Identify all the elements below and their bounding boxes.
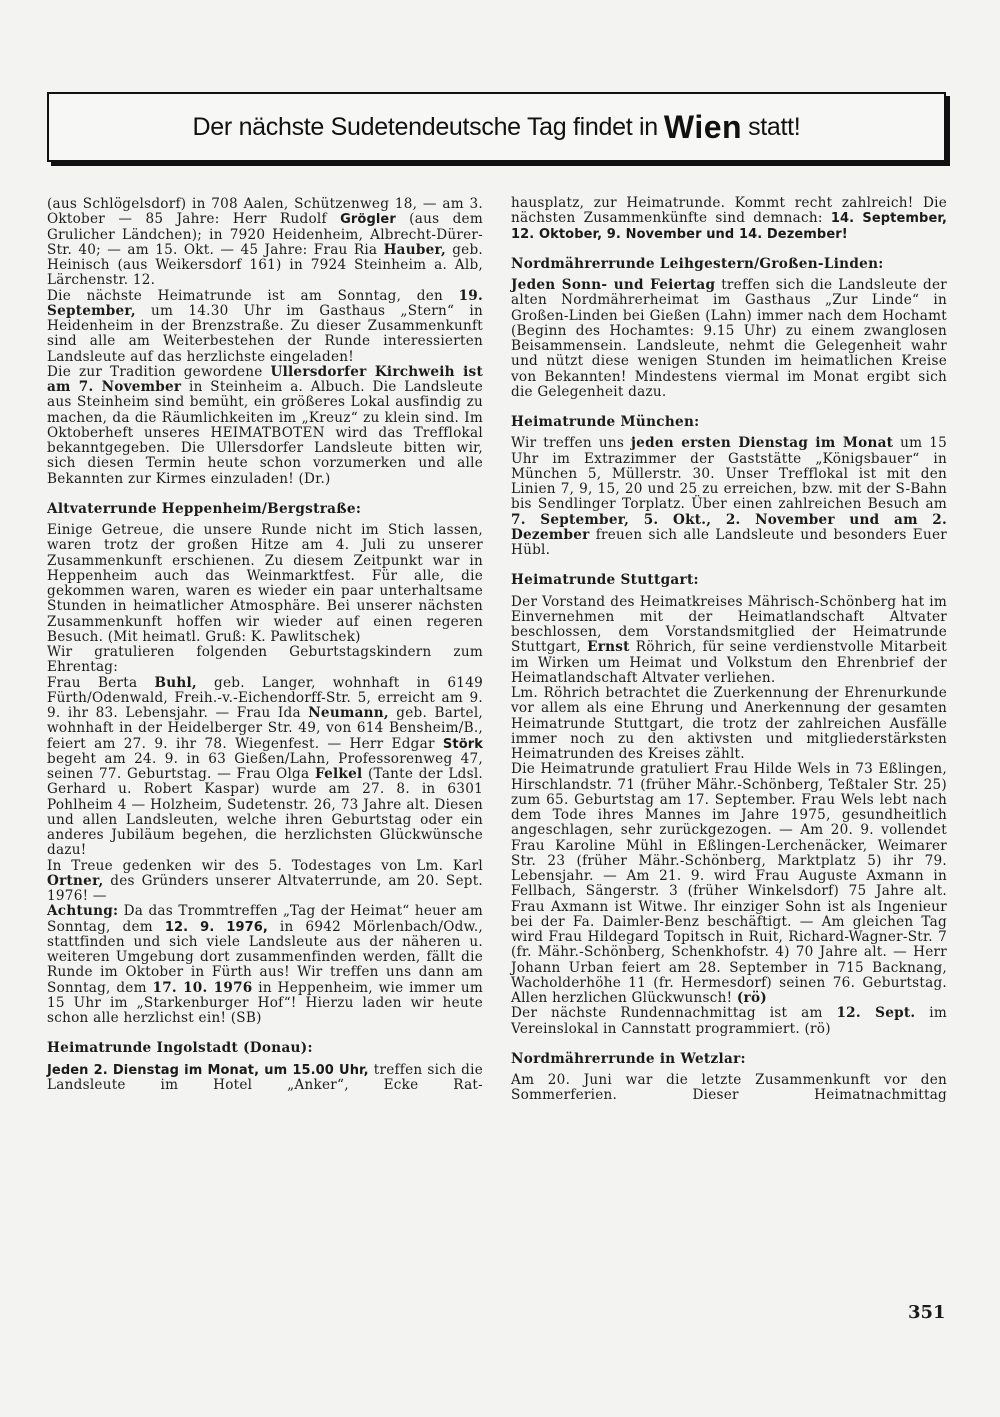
text: des Gründers unserer Altvaterrunde, am 20. Sept. 1976! —	[47, 872, 483, 904]
text: um 15 Uhr im Extrazimmer der Gaststätte „Königsbauer“ in München 5, Müllerstr. 30. Unser Trefflokal ist mit den Linien 7, 9, 15, 20 und 25 zu erreichen, bzw. mit der S-Bahn bis Sendlinger Torplatz. Über einen zahlreichen Besuch am	[511, 435, 947, 513]
bold-text: Achtung:	[47, 903, 119, 920]
text: Altvaterrunde Heppenheim/Bergstraße:	[47, 500, 362, 517]
text: in 6942 Mörlenbach/Odw., stattfinden und sich viele Landsleute aus der näheren u. weiteren Umgebung dort zusammenfinden werden, fällt die Runde im Oktober in Fürth aus! Wir treffen uns dann am Sonntag, dem	[47, 918, 483, 996]
text: In Treue gedenken wir des 5. Todestages von Lm. Karl	[47, 857, 483, 874]
bold-text: Jeden 2. Dienstag im Monat, um 15.00 Uhr,	[47, 1062, 369, 1078]
text: Röhrich, für seine verdienstvolle Mitarbeit im Wirken um Heimat und Volkstum den Ehrenbrief der Heimatlandschaft Altvater verliehen.	[511, 639, 947, 686]
section-heading	[511, 415, 947, 430]
paragraph	[47, 904, 483, 1026]
text: Heimatrunde Ingolstadt (Donau):	[47, 1040, 313, 1057]
text: treffen sich die Landsleute der alten Nordmährerheimat im Gasthaus „Zur Linde“ in Großen-Linden bei Gießen (Lahn) immer nach dem Hochamt (Beginn des Hochamtes: 9.15 Uhr) zu einem zwanglosen Beisammensein. Landsleute, nehmt die Gelegenheit wahr und nützt diese wenigen Stunden im heimatlichen Kreise von Bekannten! Mindestens viermal im Monat ergibt sich die Gelegenheit dazu.	[511, 277, 947, 400]
bold-text: Grögler	[340, 212, 396, 228]
page-number: 351	[908, 1302, 946, 1323]
bold-text: Felkel	[314, 766, 363, 782]
bold-text: Buhl,	[154, 674, 197, 691]
paragraph	[47, 289, 483, 365]
bold-text: 14. September, 12. Oktober, 9. November und 14. Dezember!	[511, 211, 947, 242]
bold-text: Ullersdorfer Kirchweih ist am 7. November	[47, 363, 483, 395]
bold-text: Hauber,	[383, 241, 446, 258]
paragraph	[511, 278, 947, 400]
paragraph	[511, 595, 947, 687]
text: Wir treffen uns	[511, 435, 632, 452]
bold-text: Neumann,	[308, 705, 389, 721]
text: geb. Heinisch (aus Weikersdorf 161) in 7924 Steinheim a. Alb, Lärchenstr. 12.	[47, 241, 483, 289]
text: Lm. Röhrich betrachtet die Zuerkennung der Ehrenurkunde vor allem als eine Ehrung und Anerkennung der gesamten Heimatrunde Stuttgart, die trotz der zahlreichen Ausfälle immer noch zu den aktivsten und mitgliederstärksten Heimatrunden des Kreises zählt.	[511, 685, 947, 762]
text: hausplatz, zur Heimatrunde. Kommt recht zahlreich! Die nächsten Zusammenkünfte sind demnach:	[511, 195, 947, 227]
text: Nordmährerrunde in Wetzlar:	[511, 1050, 746, 1067]
paragraph	[511, 1006, 947, 1037]
text: um 14.30 Uhr im Gasthaus „Stern“ in Heidenheim in der Brenzstraße. Zu dieser Zusammenkunft sind alle am Weiterbestehen der Runde interessierten Landsleute auf das herzlichste eingeladen!	[47, 302, 483, 365]
section-heading	[47, 502, 483, 517]
bold-text: 17. 10. 1976	[152, 979, 253, 996]
bold-text: (rö)	[736, 990, 767, 1006]
bold-text: 12. 9. 1976,	[164, 919, 268, 935]
paragraph	[47, 645, 483, 676]
paragraph	[47, 859, 483, 905]
text: Frau Berta	[47, 674, 155, 691]
text: in Steinheim a. Albuch. Die Landsleute aus Steinheim sind bemüht, ein größeres Lokal ausfindig zu machen, da die Räumlichkeiten im „Kreuz“ zu klein sind. Im Oktoberheft unseres HEIMATBOTEN wird das Trefflokal bekanntgegeben. Die Ullersdorfer Landsleute bitten wir, sich diesen Termin heute schon vorzumerken und alle Bekannten zur Kirmes einzuladen! (Dr.)	[47, 379, 483, 487]
left-column	[47, 197, 483, 1093]
announcement-banner	[47, 92, 946, 162]
paragraph	[511, 1073, 947, 1104]
bold-text: jeden ersten Dienstag im Monat	[631, 435, 894, 452]
banner-text-before: Der nächste Sudetendeutsche Tag findet in	[192, 112, 658, 141]
paragraph	[511, 686, 947, 762]
paragraph	[47, 676, 483, 859]
right-column	[511, 196, 947, 1104]
text: Der Vorstand des Heimatkreises Mährisch-Schönberg hat im Einvernehmen mit der Heimatlandschaft Altvater beschlossen, dem Vorstandsmitglied der Heimatrunde Stuttgart,	[511, 593, 947, 656]
paragraph	[511, 436, 947, 558]
text: Heimatrunde Stuttgart:	[511, 572, 699, 589]
text: Die zur Tradition gewordene	[47, 363, 271, 380]
bold-text: 12. Sept.	[836, 1005, 916, 1022]
banner-highlight: Wien	[663, 108, 743, 145]
bold-text: Jeden Sonn- und Feiertag	[511, 277, 716, 293]
paragraph	[47, 1063, 483, 1094]
text: Die nächste Heimatrunde ist am Sonntag, den	[47, 287, 459, 304]
text: Nordmährerrunde Leihgestern/Großen-Linden:	[511, 255, 884, 272]
bold-text: 19. September,	[47, 287, 483, 319]
text: Wir gratulieren folgenden Geburtstagskindern zum Ehrentag:	[47, 644, 483, 676]
text: treffen sich die Landsleute im Hotel „Anker“, Ecke Rat-	[47, 1061, 483, 1093]
section-heading	[511, 1052, 947, 1067]
text: (aus dem Grulicher Ländchen); in 7920 Heidenheim, Albrecht-Dürer-Str. 40; — am 15. Okt. — 45 Jahre: Frau Ria	[47, 211, 483, 258]
section-heading	[47, 1041, 483, 1056]
text: begeht am 24. 9. in 63 Gießen/Lahn, Professorenweg 47, seinen 77. Geburtstag. — Frau Olga	[47, 750, 483, 782]
text: Die Heimatrunde gratuliert Frau Hilde Wels in 73 Eßlingen, Hirschlandstr. 71 (früher Mähr.-Schönberg, Teßtaler Str. 25) zum 65. Geburtstag am 17. September. Frau Wels lebt nach dem Tode ihres Mannes im Jahre 1975, gesundheitlich angeschlagen, sehr zurückgezogen. — Am 20. 9. vollendet Frau Karoline Mühl in Eßlingen-Lerchenäcker, Weimarer Str. 23 (früher Mähr.-Schönberg, Marktplatz 5) ihr 79. Lebensjahr. — Am 21. 9. wird Frau Auguste Axmann in Fellbach, Sängerstr. 3 (früher Winkelsdorf) 75 Jahre alt. Frau Axmann ist Witwe. Ihr einziger Sohn ist als Ingenieur bei der Fa. Daimler-Benz beschäftigt. — Am gleichen Tag wird Frau Hildegard Topitsch in Ruit, Richard-Wagner-Str. 7 (fr. Mähr.-Schönberg, Schenkhofstr. 4) 70 Jahre alt. — Herr Johann Urban feiert am 28. September in 715 Backnang, Wacholderhöhe 11 (fr. Hermesdorf) seinen 76. Geburtstag. Allen herzlichen Glückwunsch!	[511, 761, 947, 1006]
text: Einige Getreue, die unsere Runde nicht im Stich lassen, waren trotz der großen Hitze am 4. Juli zu unserer Zusammenkunft erschienen. Zu diesem Zeitpunkt war in Heppenheim auch das Weinmarktfest. Für alle, die gekommen waren, waren es wieder ein paar unterhaltsame Stunden in heimatlicher Atmosphäre. Bei unserer nächsten Zusammenkunft hoffen wir wieder auf einen regeren Besuch. (Mit heimatl. Gruß: K. Pawlitschek)	[47, 522, 483, 645]
text: geb. Bartel, wohnhaft in der Heidelberger Str. 49, von 614 Bensheim/B., feiert am 27. 9. ihr 78. Wiegenfest. — Herr Edgar	[47, 705, 483, 752]
text: geb. Langer, wohnhaft in 6149 Fürth/Odenwald, Freih.-v.-Eichendorff-Str. 5, erreicht am 9. 9. ihr 83. Lebensjahr. — Frau Ida	[47, 674, 483, 721]
paragraph	[47, 523, 483, 645]
text: freuen sich alle Landsleute und besonders Euer Hübl.	[511, 526, 947, 558]
text: (Tante der Ldsl. Gerhard u. Robert Kaspar) wurde am 27. 8. in 6301 Pohlheim 4 — Holzheim, Sudetenstr. 26, 73 Jahre alt. Diesen und allen Landsleuten, welche ihren Geburtstag oder ein anderes Jubiläum begehen, die herzlichsten Glückwünsche dazu!	[47, 766, 483, 859]
section-heading	[511, 257, 947, 272]
bold-text: 7. September, 5. Okt., 2. November und am 2. Dezember	[511, 511, 947, 543]
paragraph	[511, 762, 947, 1006]
banner-text-after: statt!	[748, 112, 801, 141]
bold-text: Ortner,	[47, 872, 104, 889]
paragraph	[47, 365, 483, 487]
text: Heimatrunde München:	[511, 414, 700, 430]
section-heading	[511, 573, 947, 588]
text: (aus Schlögelsdorf) in 708 Aalen, Schützenweg 18, — am 3. Oktober — 85 Jahre: Herr Rudolf	[47, 196, 483, 228]
text: Da das Trommtreffen „Tag der Heimat“ heuer am Sonntag, dem	[47, 903, 483, 935]
text: im Vereinslokal in Cannstatt programmiert. (rö)	[511, 1005, 947, 1037]
paragraph	[47, 197, 483, 289]
text: Der nächste Rundennachmittag ist am	[511, 1005, 837, 1022]
text: in Heppenheim, wie immer um 15 Uhr im „Starkenburger Hof“! Hierzu laden wir heute schon alle herzlichst ein! (SB)	[47, 979, 483, 1026]
bold-text: Ernst	[587, 639, 630, 656]
paragraph	[511, 196, 947, 242]
bold-text: Störk	[442, 736, 483, 752]
text: Am 20. Juni war die letzte Zusammenkunft vor den Sommerferien. Dieser Heimatnachmittag	[511, 1072, 947, 1104]
